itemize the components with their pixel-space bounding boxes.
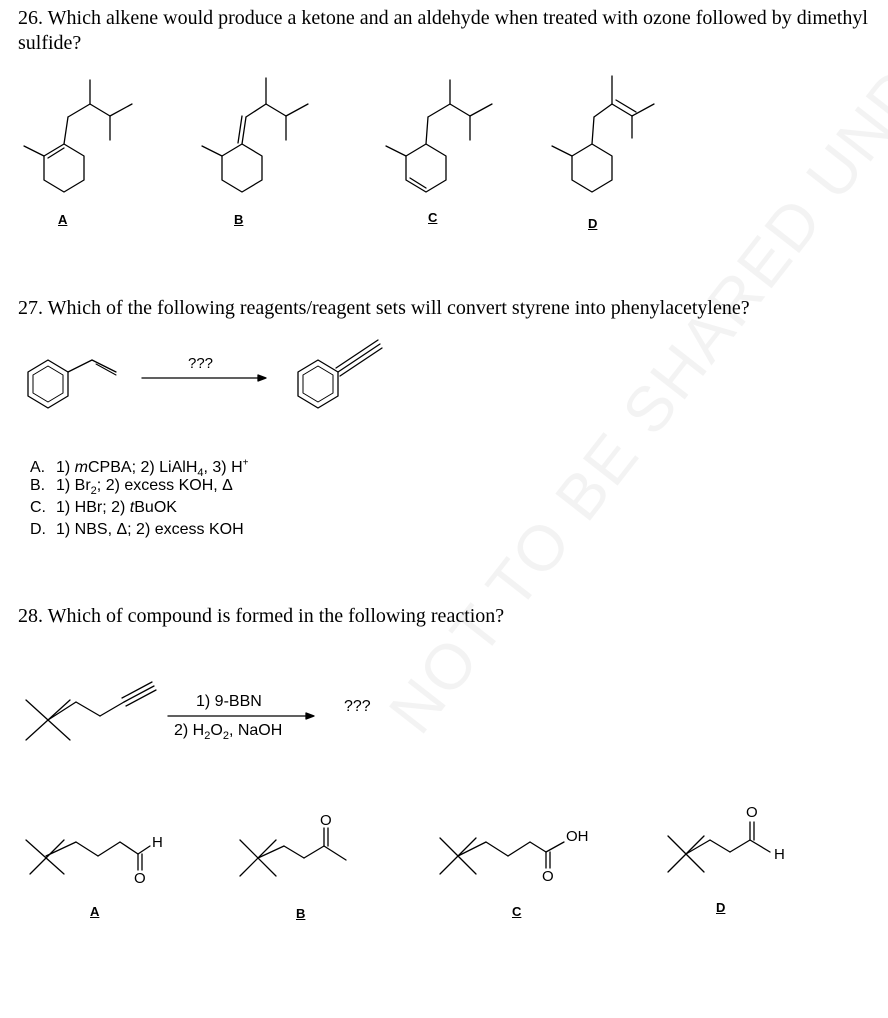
q28-label-c: C [512,904,522,919]
q27-option-c [30,497,177,519]
option-c-text: 1) HBr; 2) tBuOK [56,499,177,516]
q26-label-a: A [58,212,68,227]
q26-label-b: B [234,212,244,227]
q28-label-d: D [716,900,726,915]
q28-reagent-2: 2) $H_2O_2$, NaOH [174,722,283,743]
q27-arrow-label: ??? [188,355,214,372]
q28-structure-d [668,822,770,872]
q27-reaction-arrow [142,375,266,381]
q28-label-a: A [90,904,100,919]
atom-o: O [542,868,554,885]
q26-label-d: D [588,216,598,231]
option-letter: B. [30,477,46,494]
phenylacetylene-structure [298,340,382,408]
q28-reagent-1: 1) 9-BBN [196,693,262,710]
atom-h: H [152,834,163,851]
q28-label-b: B [296,906,306,921]
atom-o: O [134,870,146,887]
q26-structure-c [386,80,492,192]
question-27: 27. Which of the following reagents/reagent sets will convert styrene into phenylacetylene? [18,297,750,319]
q26-structure-a [24,80,132,192]
atom-h: H [774,846,785,863]
question-26: 26. Which alkene would produce a ketone and an aldehyde when treated with ozone followed by dimethyl sulfide? [18,7,868,54]
q28-reactant-structure [26,682,156,740]
question-28: 28. Which of compound is formed in the following reaction? [18,605,505,627]
atom-oh: OH [566,828,589,845]
q28-reaction-arrow [168,713,314,719]
option-d-text: 1) NBS, Δ; 2) excess KOH [56,521,244,538]
q27-option-d [30,519,244,541]
option-a-text: 1) mCPBA; 2) LiAlH$_4$, 3) H+ [56,458,249,480]
atom-o: O [746,804,758,821]
option-letter: C. [30,499,46,516]
atom-o: O [320,812,332,829]
q26-label-c: C [428,210,438,225]
option-letter: D. [30,521,46,538]
q26-structure-d [552,76,654,192]
styrene-structure [28,360,116,408]
q28-structure-a [26,840,150,874]
q28-product-unknown: ??? [344,698,371,715]
option-letter: A. [30,459,46,477]
option-b-text: 1) $Br_2$; 2) excess KOH, Δ [56,477,233,498]
q26-structure-b [202,78,308,192]
q28-structure-b [240,828,346,876]
